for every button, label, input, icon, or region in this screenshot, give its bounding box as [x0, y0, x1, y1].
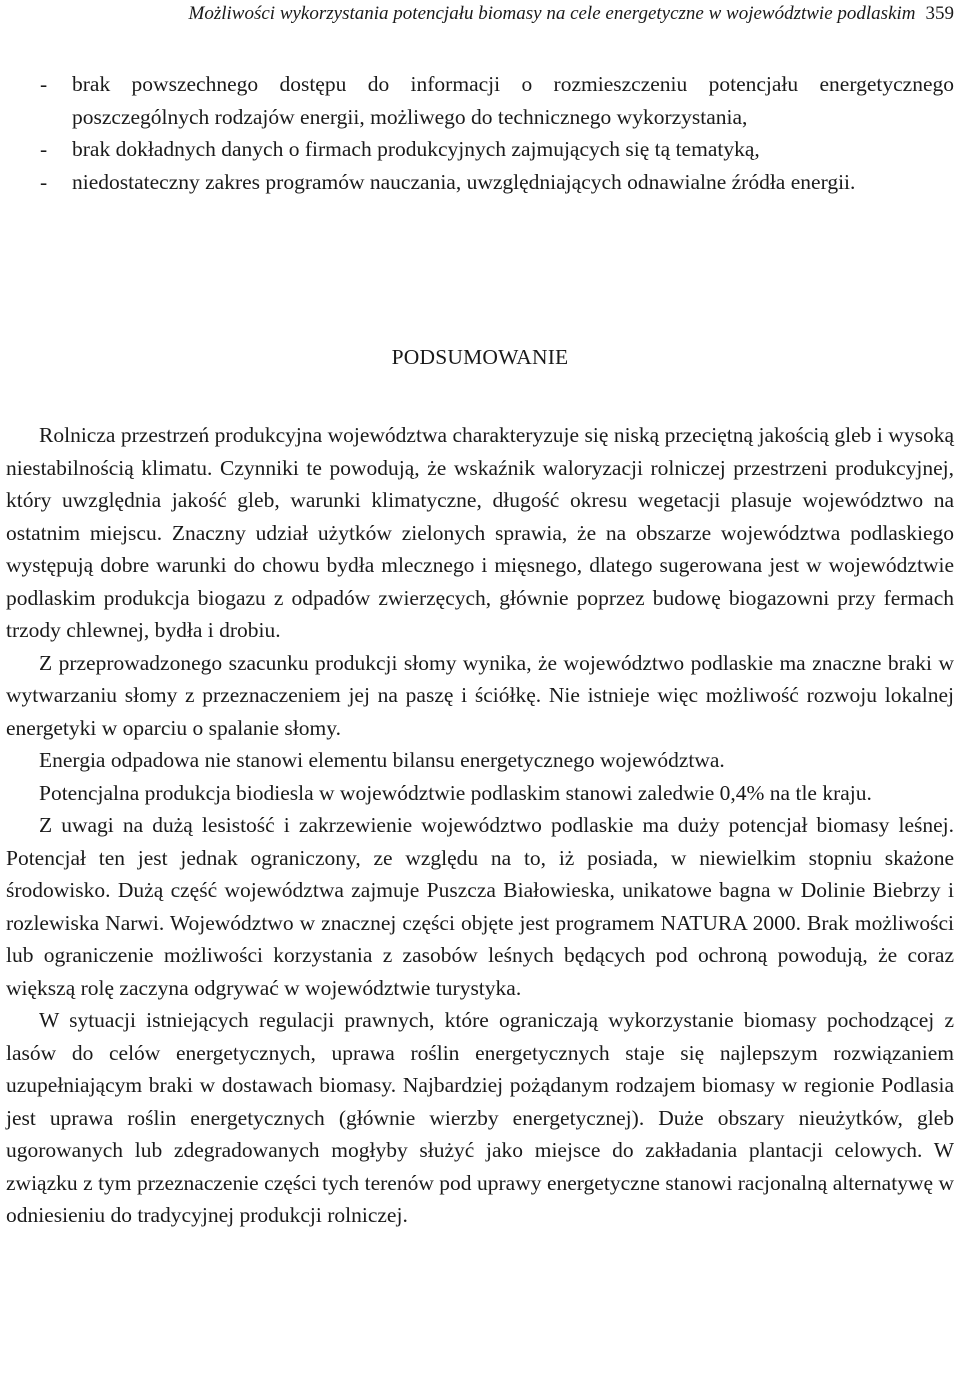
running-head-title: Możliwości wykorzystania potencjału biomasy na cele energetyczne w województwie podlaskim — [188, 3, 916, 24]
list-item — [6, 68, 954, 133]
body-text — [6, 419, 954, 1232]
list-item-text: brak dokładnych danych o firmach produkcyjnych zajmujących się tą tematyką, — [72, 137, 760, 161]
bullet-marker: - — [40, 169, 48, 194]
bullet-marker: - — [40, 72, 48, 96]
bullet-list — [6, 68, 954, 198]
list-item-text: brak powszechnego dostępu do informacji o rozmieszczeniu potencjału energetycznego poszczególnych rodzajów energii, możliwego do technicznego wykorzystania, — [72, 72, 954, 129]
paragraph: Z uwagi na dużą lesistość i zakrzewienie województwo podlaskie ma duży potencjał biomasy leśnej. Potencjał ten jest jednak ograniczony, ze względu na to, iż posiada, w niewielkim stopniu skażone środowisko. Dużą część województwa zajmuje Puszcza Białowieska, unikatowe bagna w Dolinie Biebrzy i rozlewiska Narwi. Województwo w znacznej części objęte jest programem NATURA 2000. Brak możliwości lub ograniczenie możliwości korzystania z zasobów leśnych będących pod ochroną powodują, że coraz większą rolę zaczyna odgrywać w województwie turystyka. — [6, 813, 954, 1000]
paragraph: Potencjalna produkcja biodiesla w województwie podlaskim stanowi zaledwie 0,4% na tle kraju. — [39, 780, 872, 805]
section-heading: PODSUMOWANIE — [391, 345, 569, 369]
list-item-text: niedostateczny zakres programów nauczania, uwzględniających odnawialne źródła energii. — [72, 169, 856, 194]
list-item — [6, 166, 954, 199]
paragraph: Rolnicza przestrzeń produkcyjna województwa charakteryzuje się niską przeciętną jakością gleb i wysoką niestabilnością klimatu. Czynniki te powodują, że wskaźnik waloryzacji rolniczej przestrzeni produkcyjnej, który uwzględnia jakość gleb, warunki klimatyczne, długość okresu wegetacji plasuje województwo na ostatnim miejscu. Znaczny udział użytków zielonych sprawia, że na obszarze województwa podlaskiego występują dobre warunki do chowu bydła mlecznego i mięsnego, dlatego sugerowana jest w województwie podlaskim produkcja biogazu z odpadów zwierzęcych, głównie poprzez budowę biogazowni przy fermach trzody chlewnej, bydła i drobiu. — [6, 423, 954, 642]
paragraph: Z przeprowadzonego szacunku produkcji słomy wynika, że województwo podlaskie ma znaczne braki w wytwarzaniu słomy z przeznaczeniem jej na paszę i ściółkę. Nie istnieje więc możliwość rozwoju lokalnej energetyki w oparciu o spalanie słomy. — [6, 650, 954, 740]
paragraph: Energia odpadowa nie stanowi elementu bilansu energetycznego województwa. — [39, 748, 725, 772]
running-head — [6, 2, 954, 26]
paragraph: W sytuacji istniejących regulacji prawnych, które ograniczają wykorzystanie biomasy pochodzącej z lasów do celów energetycznych, uprawa roślin energetycznych staje się najlepszym rozwiązaniem uzupełniającym braki w dostawach biomasy. Najbardziej pożądanym rodzajem biomasy w regionie Podlasia jest uprawa roślin energetycznych (głównie wierzby energetycznej). Duże obszary nieużytków, gleb ugorowanych lub zdegradowanych mogłyby służyć jako miejsce do zakładania plantacji celowych. W związku z tym przeznaczenie części tych terenów pod uprawy energetyczne stanowi racjonalną alternatywę w odniesieniu do tradycyjnej produkcji rolniczej. — [6, 1008, 954, 1227]
bullet-marker: - — [40, 137, 48, 161]
list-item — [6, 133, 954, 166]
page-number: 359 — [925, 3, 954, 24]
